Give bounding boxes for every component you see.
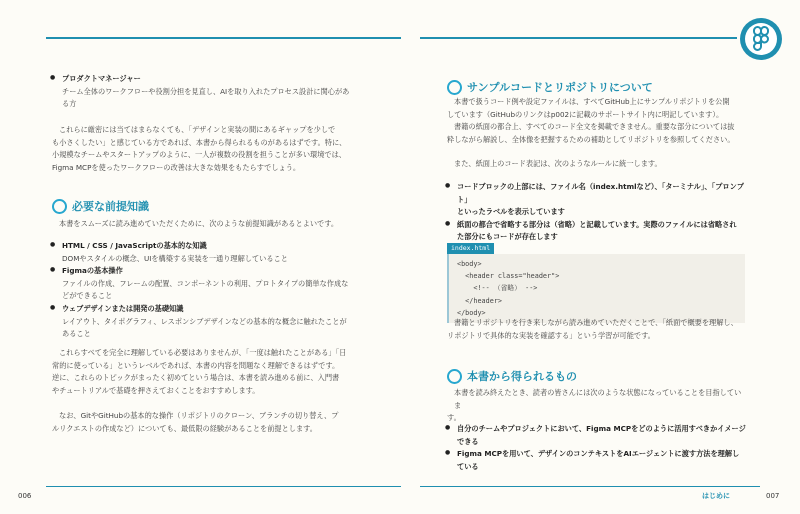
bullet-line: る方 <box>62 99 77 109</box>
bullet-line: ファイルの作成、フレームの配置、コンポーネントの利用、プロトタイプの簡単な作成な <box>62 278 349 288</box>
para-line: やチュートリアルで基礎を押さえておくことをおすすめします。 <box>52 385 260 395</box>
bullet-line: といったラベルを表示しています <box>457 207 565 217</box>
sample-code-paragraph <box>447 96 747 146</box>
footer-rule-left <box>46 486 401 487</box>
outcomes-paragraph <box>447 387 747 425</box>
para-line: しています（GitHubのリンクはp002に記載のサポートサイト内に明記しています）。 <box>447 109 724 119</box>
notation-lead <box>447 158 747 171</box>
git-paragraph <box>52 410 397 435</box>
bullet-line: あること <box>62 329 91 339</box>
section-heading-outcomes <box>447 367 577 386</box>
section-lead <box>52 218 397 231</box>
bullet-title: ● 自分のチームやプロジェクトにおいて、Figma MCPをどのように活用すべきかイメージ <box>447 423 747 436</box>
code-line: </body> <box>457 308 486 317</box>
bullet-title: ● 紙面の都合で省略する部分は（省略）と記載しています。実際のファイルには省略され <box>447 219 747 232</box>
para-line: Figma MCPを使ったワークフローの改善は大きな効果をもたらすでしょう。 <box>52 162 301 172</box>
para-line: ルリクエストの作成など）についても、最低限の経験があることを前提とします。 <box>52 423 317 433</box>
para-line: また、紙面上のコード表記は、次のようなルールに統一します。 <box>454 159 662 168</box>
bullet-title: ● ウェブデザインまたは開発の基礎知識 <box>52 303 397 316</box>
para-line: 本書で扱うコード例や設定ファイルは、すべてGitHub上にサンプルリポジトリを公開 <box>454 97 730 106</box>
bullet-line: できる <box>457 436 479 446</box>
chapter-label: はじめに <box>702 492 730 500</box>
para-line: も小さくしたい」と感じている方であれば、本書から得られるものがあるはずです。特に、 <box>52 137 347 147</box>
para-line: す。 <box>447 413 461 423</box>
section-title: サンプルコードとリポジトリについて <box>467 81 653 94</box>
header-rule-right <box>420 37 737 39</box>
para-line: 書籍の紙面の都合上、すべてのコード全文を掲載できません。重要な部分については抜 <box>454 122 735 132</box>
bullet-title: ● Figma MCPを用いて、デザインのコンテキストをAIエージェントに渡す方法を理解し <box>447 448 747 461</box>
section-ring-icon <box>52 199 67 214</box>
section-ring-icon <box>447 80 462 95</box>
bullet-line: た部分にもコードが存在します <box>457 232 558 242</box>
code-line: <header class="header"> <box>457 272 560 281</box>
para-line: 書籍とリポジトリを行き来しながら読み進めていただくことで、「紙面で概要を理解し、 <box>454 318 738 327</box>
bullet-title: ● HTML / CSS / JavaScriptの基本的な知識 <box>52 240 397 253</box>
section-ring-icon <box>447 369 462 384</box>
section-heading-prereq <box>52 197 149 216</box>
bullet-line: どができること <box>62 291 113 301</box>
section-title: 本書から得られるもの <box>467 370 577 383</box>
section-heading-sample-code <box>447 78 653 97</box>
repo-paragraph <box>447 317 747 342</box>
para-line: なお、GitやGitHubの基本的な操作（リポジトリのクローン、ブランチの切り替え、プ <box>59 411 339 420</box>
bullet-line: チーム全体のワークフローや役割分担を見直し、AIを取り入れたプロセス設計に関心があ <box>62 86 350 96</box>
header-rule-left <box>46 37 401 39</box>
footer-rule-right <box>420 486 760 487</box>
bullet-title: ● プロダクトマネージャー <box>52 73 397 86</box>
bullet-line: DOMやスタイルの概念、UIを構築する実装を一通り理解していること <box>62 253 288 263</box>
intro-paragraph <box>52 124 397 174</box>
prereq-bullets <box>52 240 397 341</box>
code-line: <body> <box>457 260 482 268</box>
code-filename-label: index.html <box>447 243 494 254</box>
outcomes-bullets <box>447 423 747 473</box>
bullet-title: ● Figmaの基本操作 <box>52 265 397 278</box>
figma-logo-icon <box>740 18 782 60</box>
page-number-left: 006 <box>18 492 32 500</box>
para-line: 小規模なチームやスタートアップのように、一人が複数の役割を担うことが多い環境では、 <box>52 150 346 160</box>
section-title: 必要な前提知識 <box>72 200 149 213</box>
code-block <box>447 254 745 323</box>
para-line: これらすべてを完全に理解している必要はありませんが、「一度は触れたことがある」「日 <box>59 348 347 357</box>
para-line: 本書を読み終えたとき、読者の皆さんには次のような状態になっていることを目指していま <box>454 388 742 410</box>
prereq-paragraph <box>52 347 397 397</box>
intro-bullet <box>52 73 397 111</box>
notation-bullets <box>447 181 747 244</box>
bullet-title: ● コードブロックの上部には、ファイル名（index.htmlなど）、「ターミナル」、「プロンプト」 <box>447 181 747 206</box>
para-line: 常的に使っている」というレベルであれば、本書の内容を問題なく理解できるはずです。 <box>52 360 340 370</box>
para-line: 粋しながら解説し、全体像を把握するための補助としてリポジトリを参照してください。 <box>447 134 735 144</box>
para-line: リポジトリで具体的な実装を確認する」という学習が可能です。 <box>447 330 655 340</box>
para-line: 本書をスムーズに読み進めていただくために、次のような前提知識があるとよいです。 <box>59 219 339 228</box>
code-line: <!-- （省略） --> <box>457 284 538 293</box>
bullet-line: ている <box>457 461 479 471</box>
para-line: 逆に、これらのトピックがまったく初めてという場合は、本書を読み進める前に、入門書 <box>52 373 340 383</box>
page-number-right: 007 <box>766 492 780 500</box>
bullet-line: レイアウト、タイポグラフィ、レスポンシブデザインなどの基本的な概念に触れたことが <box>62 316 347 326</box>
para-line: これらに厳密には当てはまらなくても、「デザインと実装の間にあるギャップを少しで <box>59 125 336 134</box>
code-line: </header> <box>457 296 503 305</box>
